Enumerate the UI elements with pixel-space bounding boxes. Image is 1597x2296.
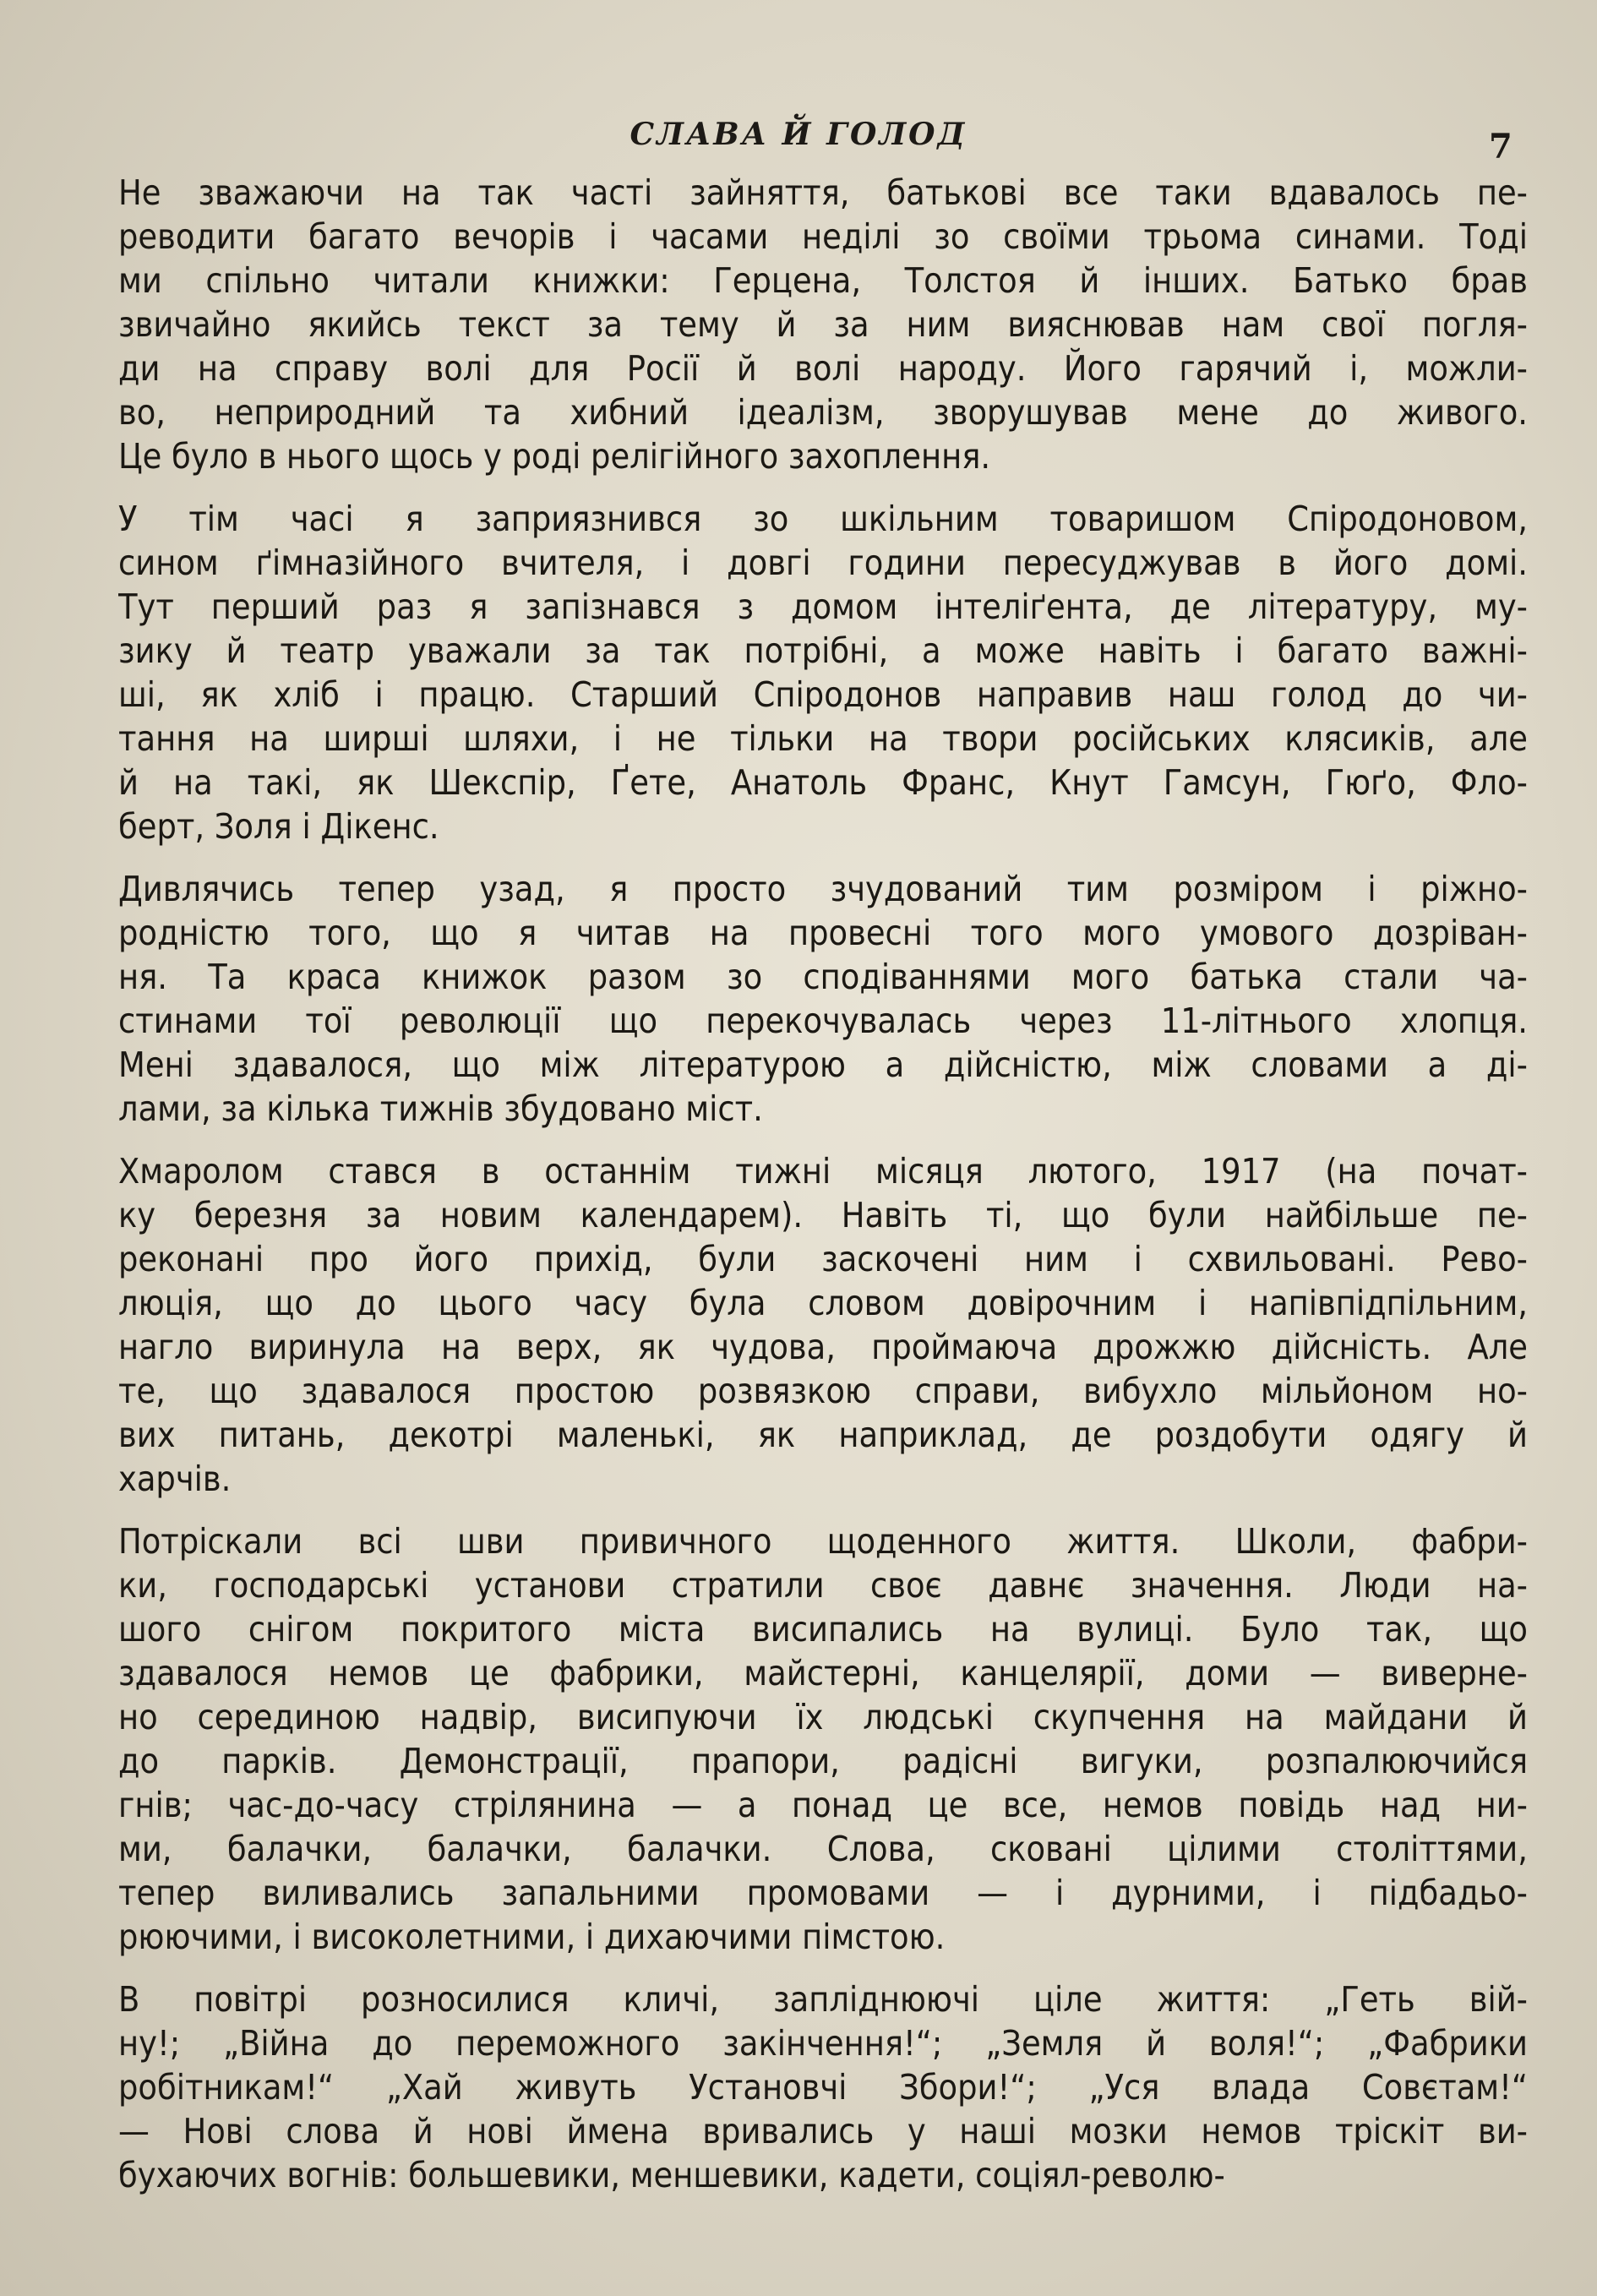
text-body [118, 171, 1528, 2216]
text-line: ми спільно читали книжки: Герцена, Толстоя й інших. Батько брав [118, 260, 1528, 301]
text-line: Це було в нього щось у роді релігійного захоплення. [118, 436, 991, 477]
text-line: но серединою надвір, висипуючи їх людські скупчення на майдани й [118, 1697, 1528, 1737]
text-line: ку березня за новим календарем). Навіть ті, що були найбільше пе- [118, 1195, 1528, 1235]
running-title: СЛАВА Й ГОЛОД [630, 117, 967, 152]
text-line: Дивлячись тепер узад, я просто зчудований тим розміром і ріжно- [118, 869, 1528, 909]
text-line: харчів. [118, 1459, 232, 1499]
paragraph [118, 497, 1528, 848]
text-line: тепер виливались запальними промовами — і дурними, і підбадьо- [118, 1873, 1528, 1913]
paragraph [118, 1519, 1528, 1959]
text-line: рюючими, і високолетними, і дихаючими пімстою. [118, 1917, 946, 1957]
text-line: Не зважаючи на так часті зайняття, батькові все таки вдавалось пе- [118, 172, 1528, 213]
text-line: ня. Та краса книжок разом зо сподіваннями мого батька стали ча- [118, 957, 1528, 997]
text-line: ди на справу волі для Росії й волі народу. Його гарячий і, можли- [118, 348, 1528, 389]
text-line: родністю того, що я читав на провесні того мого умового дозріван- [118, 913, 1528, 953]
text-line: — Нові слова й нові ймена вривались у наші мозки немов тріскіт ви- [118, 2111, 1528, 2151]
text-line: гнів; час-до-часу стрілянина — а понад це все, немов повідь над ни- [118, 1785, 1528, 1825]
text-line: Потріскали всі шви привичного щоденного життя. Школи, фабри- [118, 1521, 1528, 1562]
text-line: ми, балачки, балачки, балачки. Слова, сковані цілими століттями, [118, 1829, 1528, 1869]
text-line: реконані про його прихід, були заскочені ним і схвильовані. Рево- [118, 1239, 1528, 1279]
text-line: те, що здавалося простою розвязкою справи, вибухло мільйоном но- [118, 1371, 1528, 1411]
text-line: шого снігом покритого міста висипались на вулиці. Було так, що [118, 1609, 1528, 1650]
text-line: Хмаролом стався в останнім тижні місяця лютого, 1917 (на почат- [118, 1151, 1528, 1192]
text-line: во, неприродний та хибний ідеалізм, зворушував мене до живого. [118, 392, 1528, 433]
text-line: У тім часі я заприязнився зо шкільним товаришом Спіродоновом, [118, 499, 1528, 539]
text-line: стинами тої революції що перекочувалась через 11-літнього хлопця. [118, 1001, 1528, 1041]
text-line: нагло виринула на верх, як чудова, проймаюча дрожжю дійсність. Але [118, 1327, 1528, 1367]
text-line: люція, що до цього часу була словом довірочним і напівпідпільним, [118, 1283, 1528, 1323]
text-line: В повітрі розносилися кличі, запліднюючі ціле життя: „Геть вій- [118, 1979, 1528, 2020]
text-line: здавалося немов це фабрики, майстерні, канцелярії, доми — виверне- [118, 1653, 1528, 1693]
text-line: вих питань, декотрі маленькі, як наприклад, де роздобути одягу й [118, 1415, 1528, 1455]
paragraph [118, 1149, 1528, 1501]
text-line: й на такі, як Шекспір, Ґете, Анатоль Франс, Кнут Гамсун, Гюґо, Фло- [118, 762, 1528, 803]
paragraph [118, 867, 1528, 1131]
text-line: тання на ширші шляхи, і не тільки на твори російських клясиків, але [118, 718, 1528, 759]
text-line: Мені здавалося, що між літературою а дійсністю, між словами а ді- [118, 1044, 1528, 1085]
text-line: бухаючих вогнів: большевики, меншевики, кадети, соціял-револю- [118, 2155, 1225, 2195]
text-line: лами, за кілька тижнів збудовано міст. [118, 1088, 763, 1129]
text-line: робітникам!“ „Хай живуть Установчі Збори!“; „Уся влада Совєтам!“ [118, 2067, 1528, 2108]
text-line: ну!; „Війна до переможного закінчення!“; „Земля й воля!“; „Фабрики [118, 2023, 1528, 2064]
page-number: 7 [1489, 127, 1513, 166]
text-line: реводити багато вечорів і часами неділі зо своїми трьома синами. Тоді [118, 216, 1528, 257]
paragraph [118, 171, 1528, 478]
text-line: берт, Золя і Дікенс. [118, 806, 439, 847]
text-line: ки, господарські установи стратили своє давнє значення. Люди на- [118, 1565, 1528, 1606]
paragraph [118, 1977, 1528, 2197]
text-line: звичайно якийсь текст за тему й за ним вияснював нам свої погля- [118, 304, 1528, 345]
text-line: до парків. Демонстрації, прапори, радісні вигуки, розпалюючийся [118, 1741, 1528, 1781]
text-line: Тут перший раз я запізнався з домом інтеліґента, де літературу, му- [118, 586, 1528, 627]
text-line: ші, як хліб і працю. Старший Спіродонов направив наш голод до чи- [118, 674, 1528, 715]
text-line: сином ґімназійного вчителя, і довгі години пересуджував в його домі. [118, 543, 1528, 583]
text-line: зику й театр уважали за так потрібні, а може навіть і багато важні- [118, 630, 1528, 671]
